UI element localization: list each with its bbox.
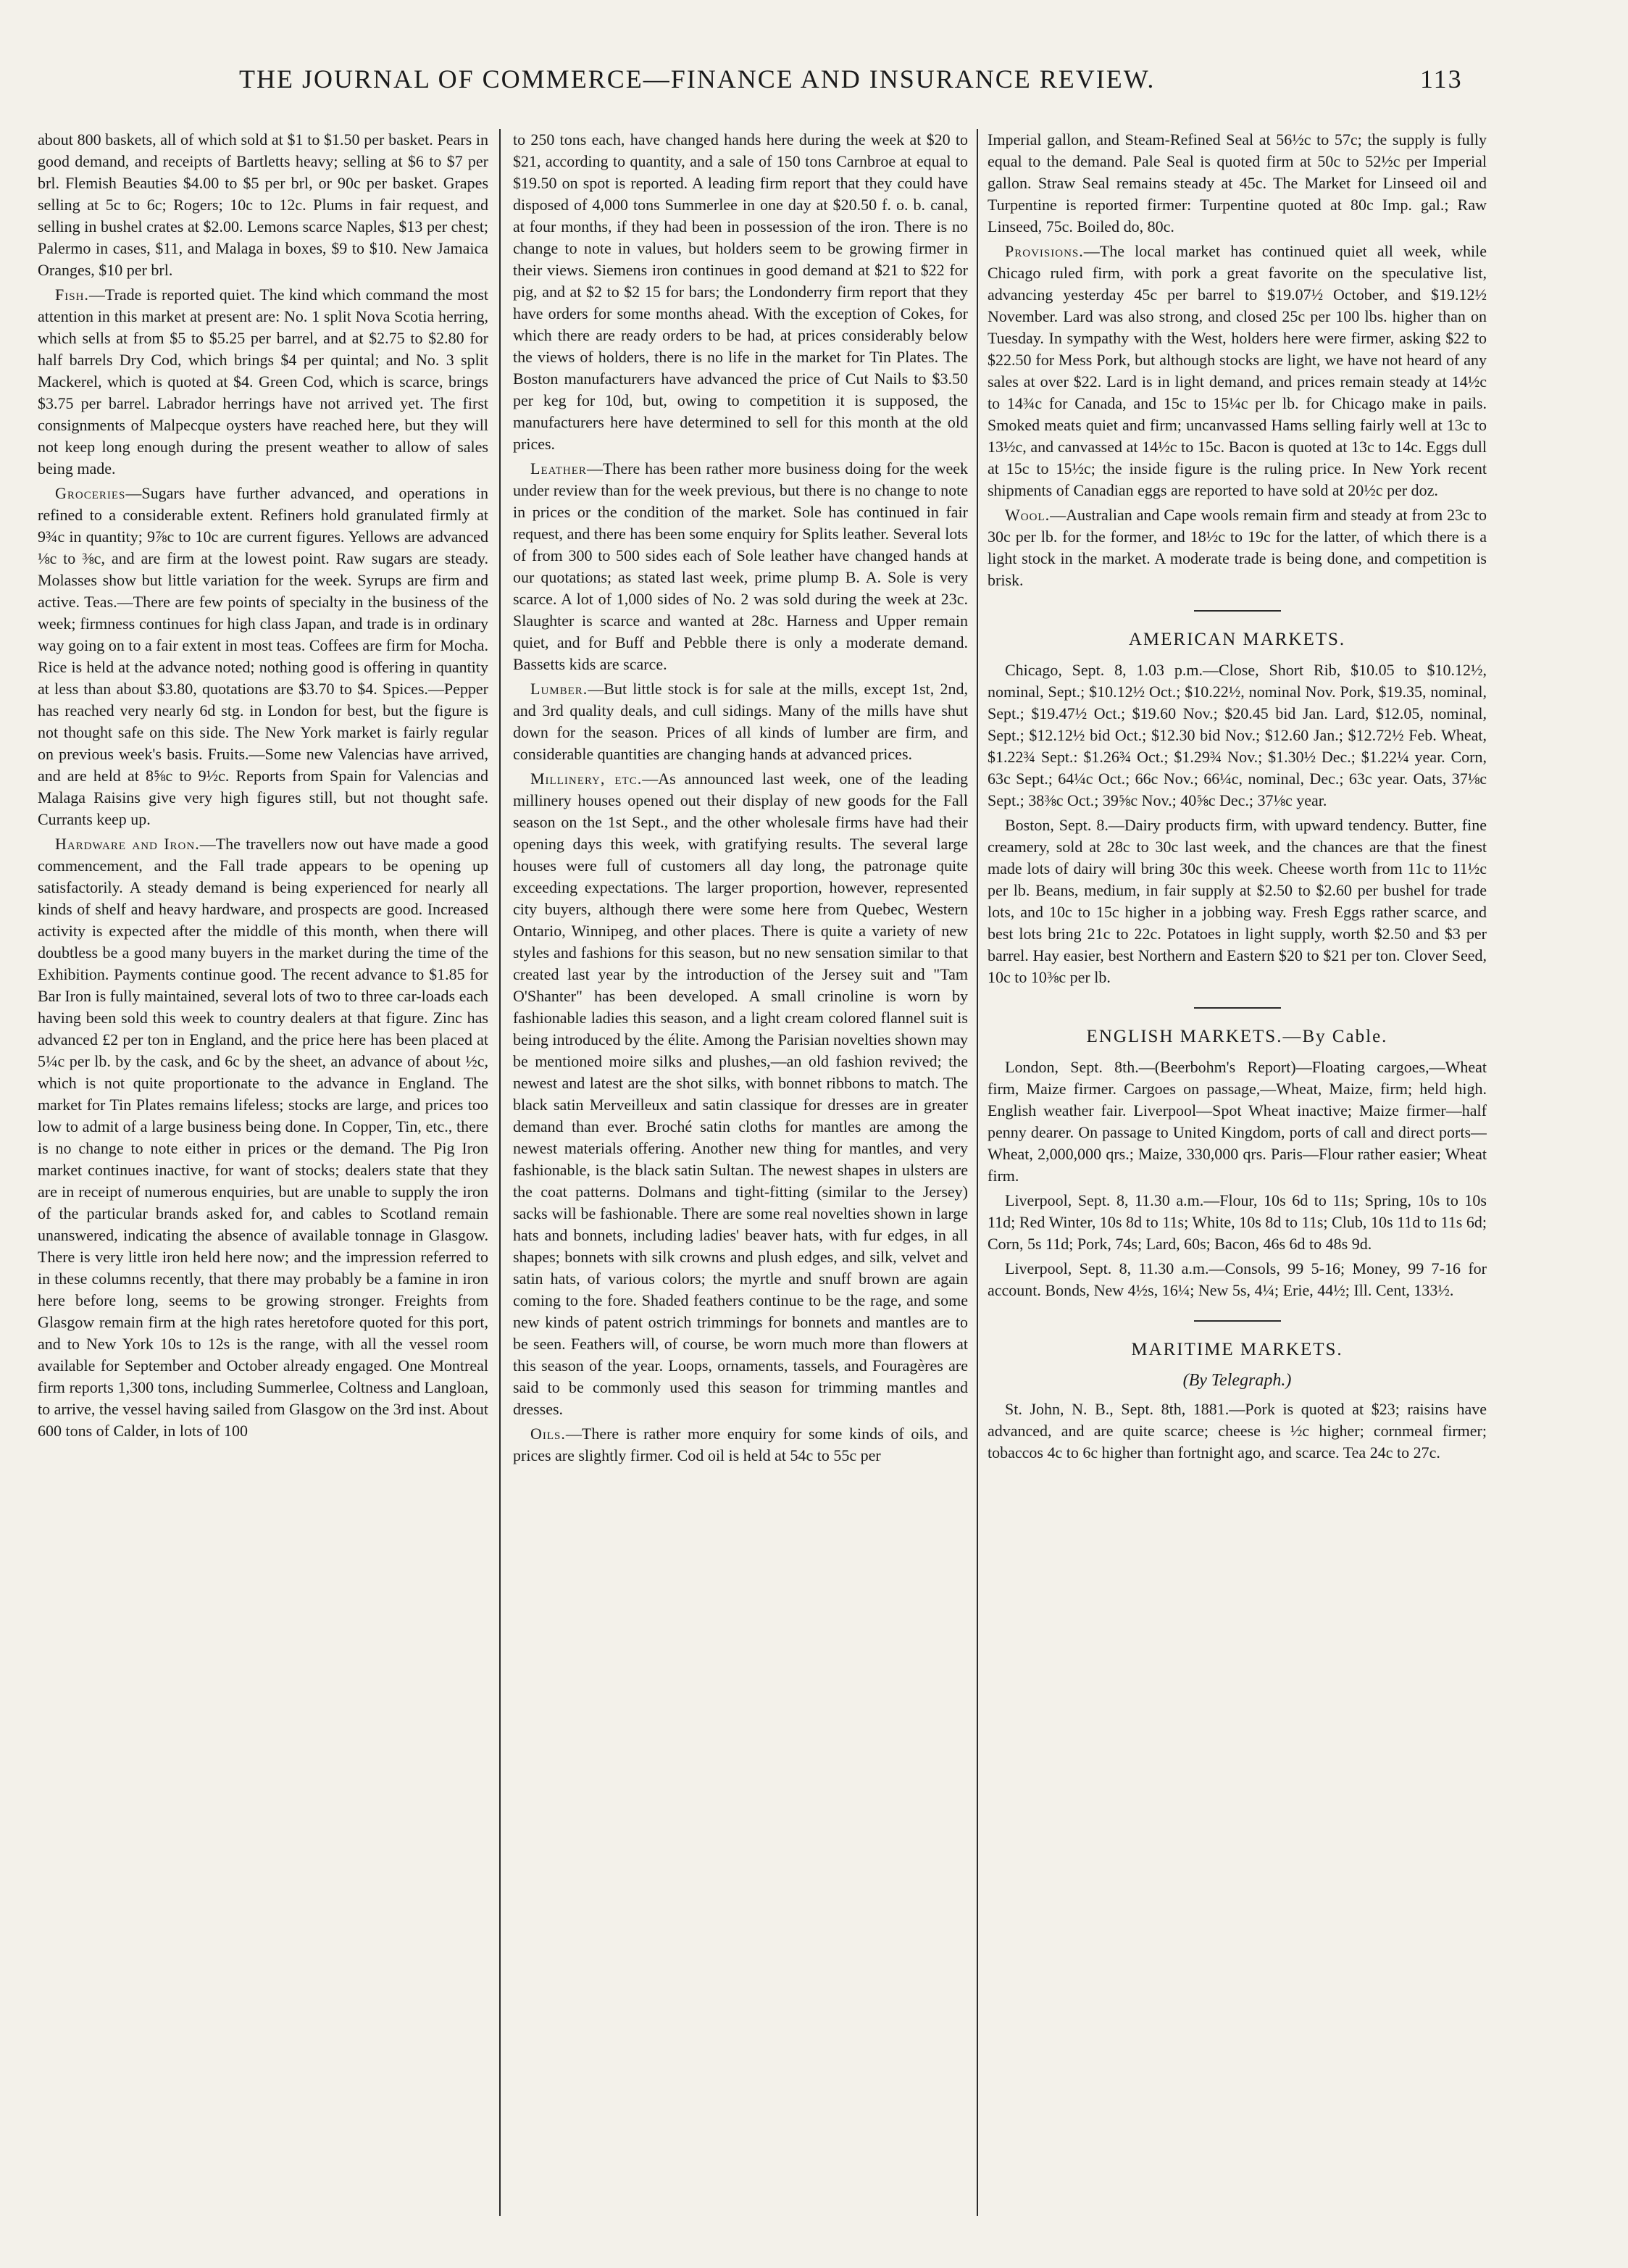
column-rule-left [499,129,501,2216]
running-header [239,64,1507,107]
column-rule-right [977,129,978,2216]
fish-heading: Fish. [55,285,89,304]
hardware-paragraph [38,833,488,1442]
oils-continuation: Imperial gallon, and Steam-Refined Seal at 56½c to 57c; the supply is fully equal to the demand. Pale Seal is quoted firm at 50c to 52½c per Imperial gallon. Straw Seal remains steady at 45c. The Market for Linseed oil and Turpentine is reported firmer: Turpentine quoted at 80c Imp. gal.; Raw Linseed, 75c. Boiled do, 80c. [988,130,1487,235]
groceries-text: —Sugars have further advanced, and operations in refined to a considerable extent. Refiners hold granulated firmly at 9¾c in quantity; 9⅞c to 10c are current figures. Yellows are advanced ⅛c to ⅜c, and are firm at the lowest point. Raw sugars are steady. Molasses show but little variation for the week. Syrups are firm and active. Teas.—There are few points of specialty in the business of the week; firmness continues for high class Japan, and trade is in ordinary way going on to a fair extent in most teas. Coffees are firm for Mocha. Rice is held at the advance noted; nothing good is offering in quantity at less than about $3.80, quotations are $3.70 to $4. Spices.—Pepper has reached very nearly 6d stg. in London for best, but the figure is not thought safe on this side. The New York market is fairly regular on previous week's basis. Fruits.—Some new Valencias have arrived, and are held at 8⅝c to 9½c. Reports from Spain for Valencias and Malaga Raisins give very high figures still, but not thought safe. Currants keep up. [38,484,488,828]
liverpool-grain-report: Liverpool, Sept. 8, 11.30 a.m.—Flour, 10s 6d to 11s; Spring, 10s to 10s 11d; Red Winter, 10s 8d to 11s; White, 10s 8d to 11s; Club, 10s 11d to 11s 6d; Corn, 5s 11d; Pork, 74s; Lard, 60s; Bacon, 46s 6d to 48s 9d. [988,1191,1487,1253]
fish-text: —Trade is reported quiet. The kind which command the most attention in this market at present are: No. 1 split Nova Scotia herring, which sells at from $5 to $5.25 per barrel, and at $2.75 to $2.80 for half barrels Dry Cod, which brings $4 per quintal; and No. 3 split Mackerel, which is quoted at $4. Green Cod, which is scarce, brings $3.75 per barrel. Labrador herrings have not arrived yet. The first consignments of Malpecque oysters have reached here, but they will not keep long enough during the present weather to allow of sales being made. [38,285,488,478]
hardware-heading: Hardware and Iron. [55,835,200,853]
english-markets-heading: ENGLISH MARKETS.—By Cable. [1086,1027,1388,1046]
page-number: 113 [1420,64,1463,93]
american-markets-heading: AMERICAN MARKETS. [1128,630,1346,649]
liverpool-money-report: Liverpool, Sept. 8, 11.30 a.m.—Consols, 99 5-16; Money, 99 7-16 for account. Bonds, New 4½s, 16¼; New 5s, 4¼; Erie, 44½; Ill. Cent, 133½. [988,1259,1487,1299]
lumber-paragraph [513,678,968,765]
column-1 [38,129,488,2230]
maritime-markets-heading: MARITIME MARKETS. [1131,1340,1343,1359]
st-john-report: St. John, N. B., Sept. 8th, 1881.—Pork is quoted at $23; raisins have advanced, and are quite scarce; cheese is ½c higher; cornmeal firmer; tobaccos 4c to 6c higher than fortnight ago, and scarce. Tea 24c to 27c. [988,1400,1487,1462]
millinery-text: —As announced last week, one of the leading millinery houses opened out their display of new goods for the Fall season on the 1st Sept., and the other wholesale firms have had their opening days this week, with gratifying results. The several large houses were full of customers all day long, the patronage quite exceeding expectations. The larger proportion, however, represented city buyers, although there were some here from Quebec, Western Ontario, Winnipeg, and other places. There is quite a variety of new styles and fashions for this season, but no new sensation similar to that created last year by the introduction of the Jersey suit and "Tam O'Shanter" has been developed. A small crinoline is worn by fashionable ladies this season, and a light cream colored flannel suit is being introduced by the élite. Among the Parisian novelties shown may be mentioned moire silks and plushes,—an old fashion revived; the newest and latest are the shot silks, with bonnet ribbons to match. The black satin Merveilleux and satin classique for dresses are in greater demand than ever. Broché satin cloths for mantles are among the newest materials offering. Another new thing for mantles, and very fashionable, is the black satin Sultan. The newest shapes in ulsters are the coat patterns. Dolmans and tight-fitting (similar to the Jersey) sacks will be fashionable. There are some real novelties shown in large hats and bonnets, including ladies' beaver hats, with fur edges, in all shapes; bonnets with silk crowns and plush edges, and silk, velvet and satin hats, of various colors; the myrtle and snuff brown are again coming to the fore. Shaded feathers continue to be the rage, and some new kinds of patent ostrich trimmings for bonnets and mantles are to be seen. Feathers will, of course, be worn much more than flowers at this season of the year. Loops, ornaments, tassels, and Fouragères are said to be commonly used this season for trimming mantles and dresses. [513,770,968,1418]
groceries-heading: Groceries [55,484,126,502]
provisions-heading: Provisions. [1005,242,1084,260]
maritime-subheading: (By Telegraph.) [1182,1371,1292,1390]
groceries-paragraph [38,483,488,830]
column-3 [988,129,1487,2230]
provisions-text: —The local market has continued quiet all week, while Chicago ruled firm, with pork a great favorite on the speculative list, advancing yesterday 45c per barrel to $19.07½ October, and $19.12½ November. Lard was also strong, and closed 25c per 100 lbs. higher than on Tuesday. In sympathy with the West, holders here were firmer, asking $22 to $22.50 for Mess Pork, but although stocks are light, we have not heard of any sales at over $22. Lard is in light demand, and prices remain steady at 14½c to 14¾c for Canada, and 15c to 15¼c per lb. for Chicago make in pails. Smoked meats quiet and firm; uncanvassed Hams selling fairly well at 13c to 13½c, and canvassed at 14½c to 15c. Bacon is quoted at 13c to 14c. Eggs dull at 15c to 15½c; the inside figure is the ruling price. In New York recent shipments of Canadian eggs are reported to have sold at 20½c per doz. [988,242,1487,499]
section-divider [1194,1320,1281,1322]
section-divider [1194,1007,1281,1009]
journal-title: THE JOURNAL OF COMMERCE—FINANCE AND INSURANCE REVIEW. [239,64,1156,93]
chicago-report: Chicago, Sept. 8, 1.03 p.m.—Close, Short Rib, $10.05 to $10.12½, nominal, Sept.; $10.12½ Oct.; $10.22½, nominal Nov. Pork, $19.35, nominal, Sept.; $19.47½ Oct.; $19.60 Nov.; $20.45 bid Jan. Lard, $12.05, nominal, Sept.; $12.12½ bid Oct.; $12.30 bid Nov.; $12.60 Jan.; $12.72½ Feb. Wheat, $1.22¾ Sept.: $1.26¾ Oct.; $1.29¾ Nov.; $1.30½ Dec.; $1.22¼ year. Corn, 63c Sept.; 64¼c Oct.; 66c Nov.; 66¼c, nominal, Dec.; 63c year. Oats, 37⅛c Sept.; 38⅜c Oct.; 39⅝c Nov.; 40⅝c Dec.; 37⅛c year. [988,661,1487,809]
leather-heading: Leather [530,459,587,478]
fish-paragraph [38,284,488,480]
millinery-paragraph [513,768,968,1420]
iron-continuation: to 250 tons each, have changed hands here during the week at $20 to $21, according to quantity, and a sale of 150 tons Carnbroe at equal to $19.50 on spot is reported. A leading firm report that they could have disposed of 4,000 tons Summerlee in one day at $20.50 f. o. b. canal, at four months, if they had been in possession of the iron. There is no change to note in values, but holders seem to be growing firmer in their views. Siemens iron continues in good demand at $21 to $22 for pig, and at $2 to $2 15 for bars; the Londonderry firm report that they have orders for some months ahead. With the exception of Cokes, for which there are ready orders to be had, at prices considerably below the views of holders, there is no life in the market for Tin Plates. The Boston manufacturers have advanced the price of Cut Nails to $3.50 per keg for 10d, but, owing to competition it is supposed, the manufacturers here have determined to sell for this month at the old prices. [513,130,968,453]
leather-text: —There has been rather more business doing for the week under review than for the week previous, but there is no change to note in prices or the condition of the market. Sole has continued in fair request, and there has been some enquiry for Splits leather. Several lots of from 300 to 500 sides each of Sole leather have changed hands at our quotations; as stated last week, prime plump B. A. Sole is very scarce. A lot of 1,000 sides of No. 2 was sold during the week at 23c. Slaughter is scarce and wanted at 28c. Harness and Upper remain quiet, and for Buff and Pebble there is only a moderate demand. Bassetts kids are scarce. [513,459,968,673]
london-report: London, Sept. 8th.—(Beerbohm's Report)—Floating cargoes,—Wheat firm, Maize firmer. Cargoes on passage,—Wheat, Maize, firm; held high. English weather fair. Liverpool—Spot Wheat inactive; Maize firmer—half penny dearer. On passage to United Kingdom, ports of call and direct ports—Wheat, 2,000,000 qrs.; Maize, 330,000 qrs. Paris—Flour rather easier; Wheat firm. [988,1058,1487,1185]
oils-heading: Oils. [530,1425,566,1443]
leather-paragraph [513,458,968,675]
fruit-continuation: about 800 baskets, all of which sold at $1 to $1.50 per basket. Pears in good demand, and receipts of Bartletts heavy; selling at $6 to $7 per brl. Flemish Beauties $4.00 to $5 per brl, or 90c per basket. Grapes selling at 5c to 6c; Rogers; 10c to 12c. Plums in fair request, and selling in bushel crates at $2.00. Lemons scarce Naples, $13 per chest; Palermo in cases, $11, and Malaga in boxes, $9 to $10. New Jamaica Oranges, $10 per brl. [38,130,488,279]
oils-paragraph [513,1423,968,1467]
wool-text: —Australian and Cape wools remain firm and steady at from 23c to 30c per lb. for the former, and 18½c to 19c for the latter, of which there is a light stock in the market. A moderate trade is being done, and competition is brisk. [988,506,1487,589]
wool-paragraph [988,504,1487,591]
lumber-heading: Lumber. [530,680,588,698]
provisions-paragraph [988,241,1487,501]
section-divider [1194,610,1281,612]
hardware-text: —The travellers now out have made a good commencement, and the Fall trade appears to be opening up satisfactorily. A steady demand is being experienced for nearly all kinds of shelf and heavy hardware, and prospects are good. Increased activity is expected after the middle of this month, when there will doubtless be a good many buyers in the market during the time of the Exhibition. Payments continue good. The recent advance to $1.85 for Bar Iron is fully maintained, several lots of two to three car-loads each having been sold this week to country dealers at that figure. Zinc has advanced £2 per ton in England, and the price here has been placed at 5¼c per lb. by the cask, and 6c by the sheet, an advance of about ½c, which is not quite proportionate to the advance in England. The market for Tin Plates remains lifeless; stocks are large, and prices too low to admit of a large business being done. In Copper, Tin, etc., there is no change to note either in prices or the demand. The Pig Iron market continues inactive, for want of stocks; dealers state that they are in receipt of numerous enquiries, but are unable to supply the iron of the particular brands asked for, and cables to Scotland remain unanswered, indicating the absence of available tonnage in Glasgow. There is very little iron held here now; and the impression referred to in these columns recently, that there may probably be a famine in iron here before long, seems to be growing stronger. Freights from Glasgow remain firm at the high rates heretofore quoted for this port, and to New York 10s to 12s is the range, with all the vessel room available for September and October already engaged. One Montreal firm reports 1,300 tons, including Summerlee, Coltness and Langloan, to arrive, the vessel having sailed from Glasgow on the 3rd inst. About 600 tons of Calder, in lots of 100 [38,835,488,1440]
wool-heading: Wool. [1005,506,1051,524]
oils-text: —There is rather more enquiry for some kinds of oils, and prices are slightly firmer. Cod oil is held at 54c to 55c per [513,1425,968,1464]
millinery-heading: Millinery, etc. [530,770,643,788]
boston-report: Boston, Sept. 8.—Dairy products firm, with upward tendency. Butter, fine creamery, sold at 28c to 30c last week, and the chances are that the finest made lots of dairy will bring 30c this week. Cheese worth from 11c to 11½c per lb. Beans, medium, in fair supply at $2.50 to $2.60 per bushel for trade lots, and 10c to 15c higher in a jobbing way. Fresh Eggs rather scarce, and best lots bring 21c to 22c. Potatoes in light supply, worth $2.50 and $3 per barrel. Hay easier, best Northern and Eastern $20 to $21 per ton. Clover Seed, 10c to 10⅜c per lb. [988,816,1487,986]
lumber-text: —But little stock is for sale at the mills, except 1st, 2nd, and 3rd quality deals, and cull sidings. Many of the mills have shut down for the season. Prices of all kinds of lumber are firm, and considerable quantities are changing hands at advanced prices. [513,680,968,763]
column-2 [513,129,968,2230]
